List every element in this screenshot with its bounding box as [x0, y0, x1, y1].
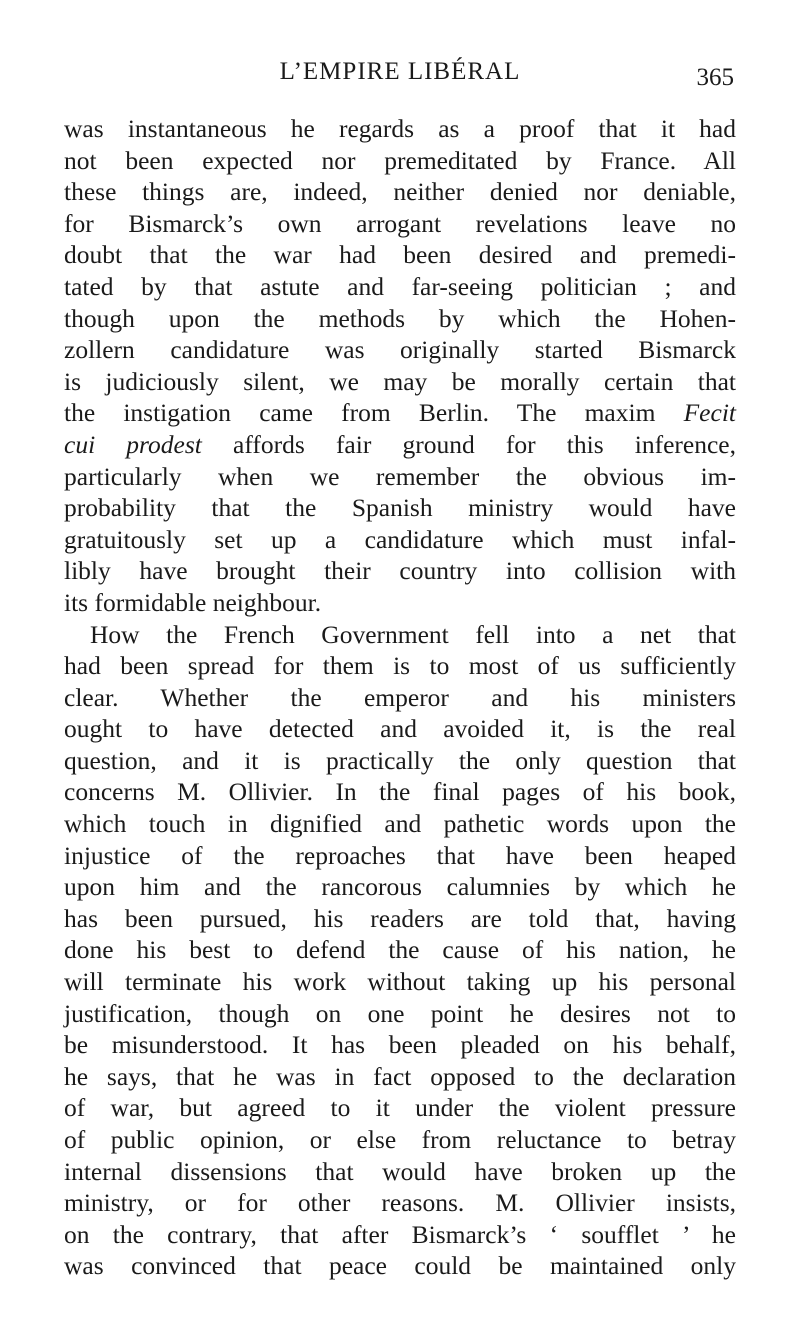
text-line: was convinced that peace could be maintained only — [64, 1251, 736, 1281]
running-title: L’EMPIRE LIBÉRAL — [279, 58, 521, 85]
text-line: though upon the methods by which the Hohen- — [64, 303, 736, 333]
text-line: done his best to defend the cause of his nation, he — [64, 935, 736, 965]
text-line: be misunderstood. It has been pleaded on his behalf, — [64, 1030, 736, 1060]
text-line: had been spread for them is to most of us sufficiently — [64, 651, 736, 681]
text-line: question, and it is practically the only question that — [64, 745, 736, 775]
text-line: injustice of the reproaches that have been heaped — [64, 840, 736, 870]
text-line — [64, 429, 736, 461]
text-line: doubt that the war had been desired and premedi- — [64, 240, 736, 270]
line-text: affords fair ground for this inference, — [233, 429, 736, 459]
text-line: zollern candidature was originally started Bismarck — [64, 335, 736, 365]
text-line: ministry, or for other reasons. M. Ollivier insists, — [64, 1188, 736, 1218]
text-line: internal dissensions that would have broken up the — [64, 1156, 736, 1186]
text-line: particularly when we remember the obvious im- — [64, 461, 736, 491]
text-line: probability that the Spanish ministry would have — [64, 493, 736, 523]
latin-phrase-part-2: cui prodest — [64, 429, 202, 459]
paragraph-2 — [64, 619, 736, 1282]
latin-phrase-part-1: Fecit — [683, 398, 736, 428]
text-line: will terminate his work without taking up his personal — [64, 967, 736, 997]
text-line: libly have brought their country into collision with — [64, 556, 736, 586]
paragraph-1 — [64, 113, 736, 619]
text-line: How the French Government fell into a net that — [90, 619, 736, 649]
text-line: ought to have detected and avoided it, is the real — [64, 714, 736, 744]
body-text — [64, 113, 736, 1282]
text-line: has been pursued, his readers are told that, having — [64, 903, 736, 933]
text-line: concerns M. Ollivier. In the final pages of his book, — [64, 777, 736, 807]
page-number: 365 — [696, 64, 734, 91]
line-text: the instigation came from Berlin. The maxim — [64, 398, 656, 428]
text-line: was instantaneous he regards as a proof that it had — [64, 114, 736, 143]
text-line: not been expected nor premeditated by France. All — [64, 145, 736, 175]
running-head — [64, 58, 736, 98]
text-line: these things are, indeed, neither denied nor deniable, — [64, 177, 736, 207]
text-line: for Bismarck’s own arrogant revelations leave no — [64, 208, 736, 238]
text-line: clear. Whether the emperor and his ministers — [64, 682, 736, 712]
text-line: on the contrary, that after Bismarck’s ‘ soufflet ’ he — [64, 1219, 736, 1249]
text-line: its formidable neighbour. — [64, 587, 322, 617]
text-line: gratuitously set up a candidature which must infal- — [64, 524, 736, 554]
text-line: of war, but agreed to it under the violent pressure — [64, 1093, 736, 1123]
text-line — [64, 397, 736, 429]
text-line: upon him and the rancorous calumnies by which he — [64, 872, 736, 902]
text-line: which touch in dignified and pathetic words upon the — [64, 809, 736, 839]
text-line: justification, though on one point he desires not to — [64, 998, 736, 1028]
text-line: he says, that he was in fact opposed to the declaration — [64, 1061, 736, 1091]
text-line: is judiciously silent, we may be morally certain that — [64, 366, 736, 396]
text-line: tated by that astute and far-seeing politician ; and — [64, 271, 736, 301]
text-line: of public opinion, or else from reluctance to betray — [64, 1125, 736, 1154]
